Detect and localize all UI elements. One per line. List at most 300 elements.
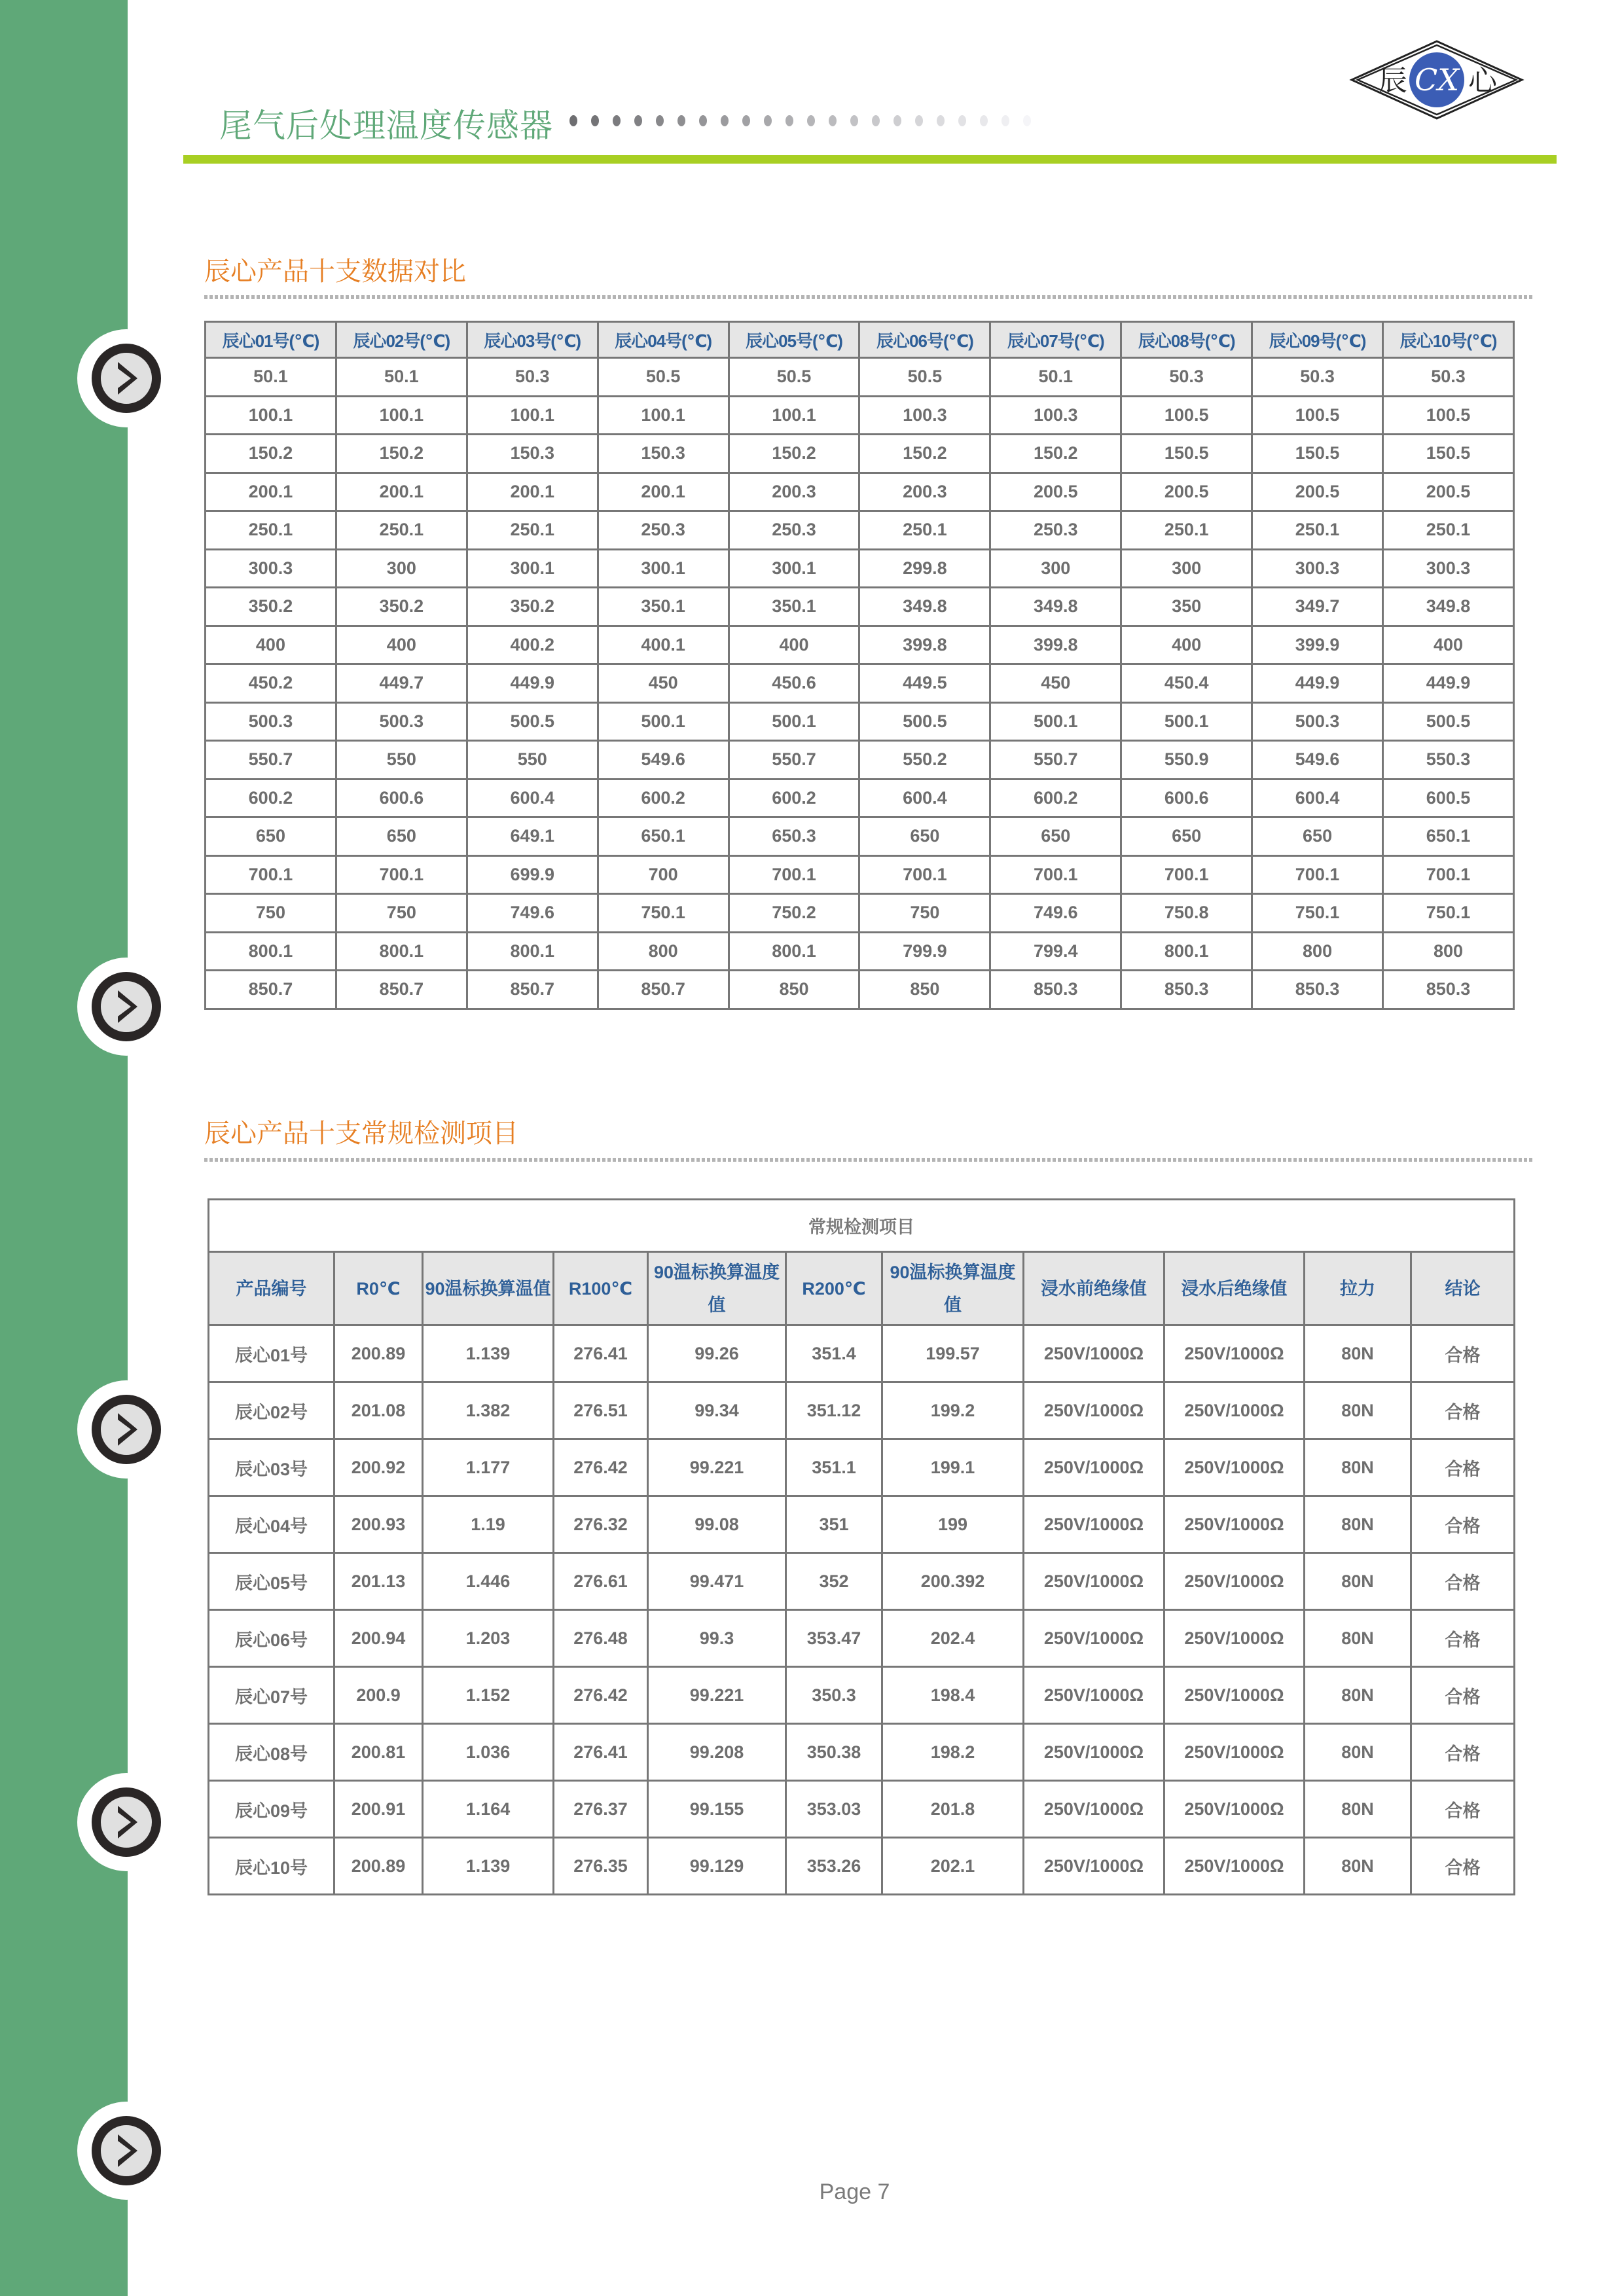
column-header: 浸水前绝缘值 — [1024, 1252, 1164, 1325]
table-row — [209, 1553, 1515, 1610]
title-dot-trail — [569, 115, 1067, 130]
table-cell: 250V/1000Ω — [1024, 1382, 1164, 1439]
table-row — [206, 435, 1514, 473]
column-header: 辰心08号(℃) — [1121, 322, 1252, 358]
table-cell: 202.4 — [882, 1610, 1024, 1667]
table-cell: 100.3 — [859, 396, 990, 435]
table-cell: 合格 — [1411, 1667, 1515, 1724]
table-cell: 700.1 — [729, 855, 859, 894]
table-cell: 150.3 — [598, 435, 729, 473]
table-cell: 80N — [1305, 1553, 1411, 1610]
table-cell: 750.8 — [1121, 894, 1252, 933]
table-cell: 450.6 — [729, 664, 859, 703]
table-row — [206, 817, 1514, 856]
table-cell: 449.7 — [336, 664, 467, 703]
column-header: 90温标换算温度值 — [648, 1252, 786, 1325]
logo-right-char: 心 — [1468, 64, 1497, 98]
table-cell: 276.51 — [554, 1382, 648, 1439]
table-cell: 250.1 — [1252, 511, 1383, 550]
table-cell: 合格 — [1411, 1496, 1515, 1553]
table-cell: 600.2 — [206, 779, 336, 817]
table-cell: 80N — [1305, 1382, 1411, 1439]
table-cell: 99.221 — [648, 1667, 786, 1724]
table-cell: 500.5 — [467, 702, 598, 741]
table-cell: 800.1 — [1121, 932, 1252, 971]
title-dot — [569, 115, 577, 126]
table-cell: 353.03 — [786, 1781, 882, 1838]
table-cell: 550.7 — [990, 741, 1121, 780]
table-cell: 850 — [729, 971, 859, 1009]
table-cell: 300.3 — [206, 549, 336, 588]
table-cell: 850.3 — [1121, 971, 1252, 1009]
table-cell: 300 — [336, 549, 467, 588]
table-cell: 450 — [990, 664, 1121, 703]
table-cell: 1.139 — [423, 1325, 554, 1382]
table-cell: 1.139 — [423, 1838, 554, 1895]
table-cell: 50.1 — [990, 358, 1121, 397]
table-cell: 250V/1000Ω — [1024, 1610, 1164, 1667]
title-dot — [872, 115, 880, 126]
title-dot — [591, 115, 599, 126]
title-dot — [613, 115, 621, 126]
title-dot — [893, 115, 901, 126]
table-cell: 800 — [1252, 932, 1383, 971]
table-cell: 80N — [1305, 1724, 1411, 1781]
document-title: 尾气后处理温度传感器 — [219, 107, 553, 144]
table-cell: 200.1 — [598, 473, 729, 511]
table-cell: 100.1 — [467, 396, 598, 435]
table-cell: 276.41 — [554, 1724, 648, 1781]
table-cell: 200.5 — [1121, 473, 1252, 511]
chevron-right-icon — [77, 1380, 175, 1479]
table-cell: 合格 — [1411, 1439, 1515, 1496]
table-cell: 250V/1000Ω — [1024, 1325, 1164, 1382]
table-cell: 250.1 — [206, 511, 336, 550]
column-header: R0℃ — [334, 1252, 423, 1325]
table-cell: 450.2 — [206, 664, 336, 703]
table-cell: 500.3 — [206, 702, 336, 741]
table-cell: 550.7 — [206, 741, 336, 780]
table-cell: 50.3 — [1383, 358, 1514, 397]
table-cell: 276.48 — [554, 1610, 648, 1667]
table-cell: 750.1 — [598, 894, 729, 933]
table-cell: 200.1 — [467, 473, 598, 511]
table-row — [206, 473, 1514, 511]
table-cell: 200.9 — [334, 1667, 423, 1724]
table-cell: 700.1 — [859, 855, 990, 894]
table-row — [209, 1724, 1515, 1781]
table-cell: 200.1 — [336, 473, 467, 511]
table-cell: 99.08 — [648, 1496, 786, 1553]
column-header: 辰心01号(℃) — [206, 322, 336, 358]
table-cell: 1.152 — [423, 1667, 554, 1724]
table-cell: 352 — [786, 1553, 882, 1610]
table-cell: 300.1 — [729, 549, 859, 588]
table-cell: 700.1 — [1383, 855, 1514, 894]
table-cell: 450 — [598, 664, 729, 703]
table-cell: 250V/1000Ω — [1164, 1496, 1305, 1553]
table-cell: 80N — [1305, 1439, 1411, 1496]
table-cell: 350.2 — [467, 588, 598, 626]
table-cell: 250V/1000Ω — [1024, 1724, 1164, 1781]
table-cell: 200.92 — [334, 1439, 423, 1496]
table-cell: 150.2 — [990, 435, 1121, 473]
table-cell: 合格 — [1411, 1781, 1515, 1838]
nav-arrow-button[interactable] — [77, 329, 175, 427]
section1-divider — [204, 295, 1533, 299]
table-cell: 276.42 — [554, 1667, 648, 1724]
table-cell: 350.2 — [336, 588, 467, 626]
table-cell: 449.9 — [467, 664, 598, 703]
table-cell: 150.5 — [1121, 435, 1252, 473]
table-cell: 650.1 — [1383, 817, 1514, 856]
table-cell: 100.1 — [729, 396, 859, 435]
table-cell: 199.2 — [882, 1382, 1024, 1439]
table-cell: 400 — [1121, 626, 1252, 664]
table-cell: 650 — [1252, 817, 1383, 856]
table-cell: 400 — [336, 626, 467, 664]
section1-title: 辰心产品十支数据对比 — [204, 257, 466, 286]
table-cell: 650.3 — [729, 817, 859, 856]
table-cell: 749.6 — [990, 894, 1121, 933]
table-cell: 850.3 — [1383, 971, 1514, 1009]
table-cell: 550.9 — [1121, 741, 1252, 780]
table-cell: 749.6 — [467, 894, 598, 933]
table-cell: 150.2 — [206, 435, 336, 473]
table-cell: 200.1 — [206, 473, 336, 511]
table-cell: 250V/1000Ω — [1024, 1496, 1164, 1553]
table-cell: 50.3 — [467, 358, 598, 397]
table-cell: 850.7 — [336, 971, 467, 1009]
table-cell: 1.382 — [423, 1382, 554, 1439]
table-cell: 450.4 — [1121, 664, 1252, 703]
table-cell: 650 — [336, 817, 467, 856]
table-cell: 99.471 — [648, 1553, 786, 1610]
table-cell: 800.1 — [729, 932, 859, 971]
table-cell: 199.57 — [882, 1325, 1024, 1382]
table-cell: 350.1 — [729, 588, 859, 626]
table-cell: 600.6 — [336, 779, 467, 817]
table-cell: 850 — [859, 971, 990, 1009]
table-cell: 351.1 — [786, 1439, 882, 1496]
table-cell: 600.2 — [729, 779, 859, 817]
inspection-table — [208, 1198, 1515, 1895]
table-cell: 399.9 — [1252, 626, 1383, 664]
table-cell: 750 — [859, 894, 990, 933]
product-id-cell: 辰心03号 — [209, 1439, 334, 1496]
table-cell: 850.3 — [1252, 971, 1383, 1009]
table-cell: 350 — [1121, 588, 1252, 626]
table-cell: 250V/1000Ω — [1164, 1781, 1305, 1838]
nav-arrow-button[interactable] — [77, 958, 175, 1056]
table-cell: 50.3 — [1121, 358, 1252, 397]
table-cell: 276.61 — [554, 1553, 648, 1610]
table-cell: 799.9 — [859, 932, 990, 971]
table-cell: 100.3 — [990, 396, 1121, 435]
product-id-cell: 辰心04号 — [209, 1496, 334, 1553]
table-cell: 600.4 — [1252, 779, 1383, 817]
table-cell: 500.1 — [729, 702, 859, 741]
table-cell: 300.3 — [1252, 549, 1383, 588]
table-cell: 400 — [1383, 626, 1514, 664]
table-cell: 50.3 — [1252, 358, 1383, 397]
table-cell: 299.8 — [859, 549, 990, 588]
table-row — [209, 1382, 1515, 1439]
table-cell: 250.1 — [859, 511, 990, 550]
section2-title: 辰心产品十支常规检测项目 — [204, 1119, 518, 1148]
table-cell: 199.1 — [882, 1439, 1024, 1496]
table-cell: 250V/1000Ω — [1024, 1667, 1164, 1724]
product-id-cell: 辰心05号 — [209, 1553, 334, 1610]
table-cell: 150.5 — [1252, 435, 1383, 473]
table-cell: 400.2 — [467, 626, 598, 664]
table-cell: 549.6 — [1252, 741, 1383, 780]
column-header: 90温标换算温度值 — [882, 1252, 1024, 1325]
table-cell: 650 — [990, 817, 1121, 856]
title-dot — [677, 115, 685, 126]
table-cell: 276.41 — [554, 1325, 648, 1382]
table-cell: 200.3 — [729, 473, 859, 511]
table-cell: 250V/1000Ω — [1024, 1439, 1164, 1496]
table-cell: 合格 — [1411, 1325, 1515, 1382]
title-dot — [850, 115, 858, 126]
table-cell: 合格 — [1411, 1382, 1515, 1439]
table-row — [206, 626, 1514, 664]
table-cell: 700 — [598, 855, 729, 894]
table-cell: 350.38 — [786, 1724, 882, 1781]
table-cell: 150.2 — [859, 435, 990, 473]
table-cell: 250.1 — [467, 511, 598, 550]
table-cell: 750 — [206, 894, 336, 933]
table-cell: 201.13 — [334, 1553, 423, 1610]
table-cell: 250V/1000Ω — [1024, 1553, 1164, 1610]
table-cell: 276.37 — [554, 1781, 648, 1838]
table-cell: 200.89 — [334, 1325, 423, 1382]
table-cell: 400 — [206, 626, 336, 664]
table-cell: 349.8 — [859, 588, 990, 626]
table-cell: 200.91 — [334, 1781, 423, 1838]
table-cell: 750 — [336, 894, 467, 933]
title-dot — [742, 115, 750, 126]
table-cell: 100.5 — [1252, 396, 1383, 435]
product-id-cell: 辰心01号 — [209, 1325, 334, 1382]
table-cell: 100.1 — [336, 396, 467, 435]
table-cell: 351.4 — [786, 1325, 882, 1382]
table-cell: 800 — [1383, 932, 1514, 971]
table-cell: 500.3 — [1252, 702, 1383, 741]
column-header: 辰心05号(℃) — [729, 322, 859, 358]
table-cell: 550 — [336, 741, 467, 780]
table-cell: 600.2 — [990, 779, 1121, 817]
column-header: 辰心06号(℃) — [859, 322, 990, 358]
table-row — [206, 511, 1514, 550]
column-header: 辰心10号(℃) — [1383, 322, 1514, 358]
table-cell: 200.392 — [882, 1553, 1024, 1610]
table-row — [206, 971, 1514, 1009]
table-cell: 351.12 — [786, 1382, 882, 1439]
table-cell: 合格 — [1411, 1724, 1515, 1781]
table-cell: 700.1 — [990, 855, 1121, 894]
table-cell: 200.81 — [334, 1724, 423, 1781]
table-cell: 80N — [1305, 1325, 1411, 1382]
table-cell: 99.34 — [648, 1382, 786, 1439]
chevron-right-icon — [77, 329, 175, 427]
table-cell: 500.1 — [990, 702, 1121, 741]
column-header: 拉力 — [1305, 1252, 1411, 1325]
comparison-table — [204, 321, 1515, 1010]
table-row — [206, 358, 1514, 397]
table-row — [209, 1496, 1515, 1553]
product-id-cell: 辰心06号 — [209, 1610, 334, 1667]
table-cell: 400 — [729, 626, 859, 664]
nav-arrow-button[interactable] — [77, 1380, 175, 1479]
table-row — [209, 1439, 1515, 1496]
logo-monogram: CX — [1415, 62, 1459, 98]
table-cell: 250V/1000Ω — [1164, 1667, 1305, 1724]
title-dot — [937, 115, 945, 126]
page-number: Page 7 — [819, 2179, 890, 2204]
logo-left-char: 辰 — [1379, 64, 1407, 98]
table-cell: 349.7 — [1252, 588, 1383, 626]
title-dot — [958, 115, 966, 126]
table-cell: 550 — [467, 741, 598, 780]
table-row — [209, 1781, 1515, 1838]
table-cell: 300.1 — [598, 549, 729, 588]
table-cell: 449.5 — [859, 664, 990, 703]
nav-arrow-button[interactable] — [77, 1773, 175, 1871]
table-row — [206, 702, 1514, 741]
table-cell: 201.08 — [334, 1382, 423, 1439]
column-header: 辰心09号(℃) — [1252, 322, 1383, 358]
chevron-right-icon — [77, 1773, 175, 1871]
table-cell: 850.7 — [467, 971, 598, 1009]
column-header: 90温标换算温值 — [423, 1252, 554, 1325]
table-cell: 250.3 — [990, 511, 1121, 550]
table-cell: 80N — [1305, 1610, 1411, 1667]
table-cell: 600.2 — [598, 779, 729, 817]
table-cell: 500.1 — [598, 702, 729, 741]
column-header: 辰心07号(℃) — [990, 322, 1121, 358]
table-cell: 250V/1000Ω — [1024, 1838, 1164, 1895]
table-cell: 449.9 — [1252, 664, 1383, 703]
table-cell: 99.208 — [648, 1724, 786, 1781]
table-cell: 200.93 — [334, 1496, 423, 1553]
table-cell: 150.3 — [467, 435, 598, 473]
table-cell: 649.1 — [467, 817, 598, 856]
table-cell: 250V/1000Ω — [1164, 1610, 1305, 1667]
table-cell: 99.221 — [648, 1439, 786, 1496]
table-cell: 276.42 — [554, 1439, 648, 1496]
table-cell: 200.89 — [334, 1838, 423, 1895]
table-cell: 750.2 — [729, 894, 859, 933]
table-cell: 200.5 — [1383, 473, 1514, 511]
table-cell: 600.4 — [859, 779, 990, 817]
title-dot — [721, 115, 729, 126]
table-cell: 99.155 — [648, 1781, 786, 1838]
table-cell: 250V/1000Ω — [1164, 1838, 1305, 1895]
table-cell: 100.1 — [206, 396, 336, 435]
table-cell: 700.1 — [1121, 855, 1252, 894]
table-cell: 250V/1000Ω — [1164, 1439, 1305, 1496]
table-cell: 250V/1000Ω — [1164, 1382, 1305, 1439]
comparison-table-header — [206, 322, 1514, 358]
table-cell: 650 — [1121, 817, 1252, 856]
table-cell: 100.5 — [1383, 396, 1514, 435]
table-cell: 50.1 — [206, 358, 336, 397]
column-header: 辰心02号(℃) — [336, 322, 467, 358]
table-cell: 1.446 — [423, 1553, 554, 1610]
column-header: 结论 — [1411, 1252, 1515, 1325]
table-cell: 699.9 — [467, 855, 598, 894]
table-cell: 351 — [786, 1496, 882, 1553]
table-cell: 800.1 — [336, 932, 467, 971]
table-cell: 850.7 — [598, 971, 729, 1009]
title-dot — [829, 115, 837, 126]
table-cell: 276.32 — [554, 1496, 648, 1553]
table-cell: 300.1 — [467, 549, 598, 588]
table-cell: 350.3 — [786, 1667, 882, 1724]
column-header: 辰心03号(℃) — [467, 322, 598, 358]
title-dot — [980, 115, 988, 126]
table-row — [206, 855, 1514, 894]
table-cell: 350.1 — [598, 588, 729, 626]
table-cell: 150.2 — [336, 435, 467, 473]
table-cell: 399.8 — [990, 626, 1121, 664]
table-row — [206, 396, 1514, 435]
table-cell: 353.26 — [786, 1838, 882, 1895]
table-cell: 合格 — [1411, 1553, 1515, 1610]
table-cell: 99.26 — [648, 1325, 786, 1382]
table-cell: 250.1 — [336, 511, 467, 550]
table-cell: 202.1 — [882, 1838, 1024, 1895]
table-cell: 250V/1000Ω — [1164, 1553, 1305, 1610]
table-cell: 250.3 — [729, 511, 859, 550]
table-row — [206, 779, 1514, 817]
table-cell: 200.3 — [859, 473, 990, 511]
table-cell: 350.2 — [206, 588, 336, 626]
column-header: R100℃ — [554, 1252, 648, 1325]
table-cell: 800 — [598, 932, 729, 971]
table-cell: 550.7 — [729, 741, 859, 780]
table-cell: 600.4 — [467, 779, 598, 817]
table-cell: 200.5 — [1252, 473, 1383, 511]
table-cell: 550.2 — [859, 741, 990, 780]
product-id-cell: 辰心10号 — [209, 1838, 334, 1895]
table-row — [209, 1667, 1515, 1724]
inspection-table-caption: 常规检测项目 — [209, 1200, 1515, 1252]
table-cell: 799.4 — [990, 932, 1121, 971]
title-dot — [807, 115, 815, 126]
table-cell: 700.1 — [1252, 855, 1383, 894]
table-cell: 276.35 — [554, 1838, 648, 1895]
table-cell: 50.5 — [859, 358, 990, 397]
table-cell: 80N — [1305, 1667, 1411, 1724]
table-cell: 99.129 — [648, 1838, 786, 1895]
title-dot — [764, 115, 772, 126]
section2-divider — [204, 1158, 1533, 1162]
product-id-cell: 辰心08号 — [209, 1724, 334, 1781]
table-cell: 198.4 — [882, 1667, 1024, 1724]
table-cell: 199 — [882, 1496, 1024, 1553]
table-cell: 200.94 — [334, 1610, 423, 1667]
table-cell: 750.1 — [1383, 894, 1514, 933]
title-dot — [915, 115, 923, 126]
product-id-cell: 辰心02号 — [209, 1382, 334, 1439]
table-cell: 600.6 — [1121, 779, 1252, 817]
table-cell: 250V/1000Ω — [1164, 1724, 1305, 1781]
table-cell: 800.1 — [467, 932, 598, 971]
table-cell: 300 — [1121, 549, 1252, 588]
